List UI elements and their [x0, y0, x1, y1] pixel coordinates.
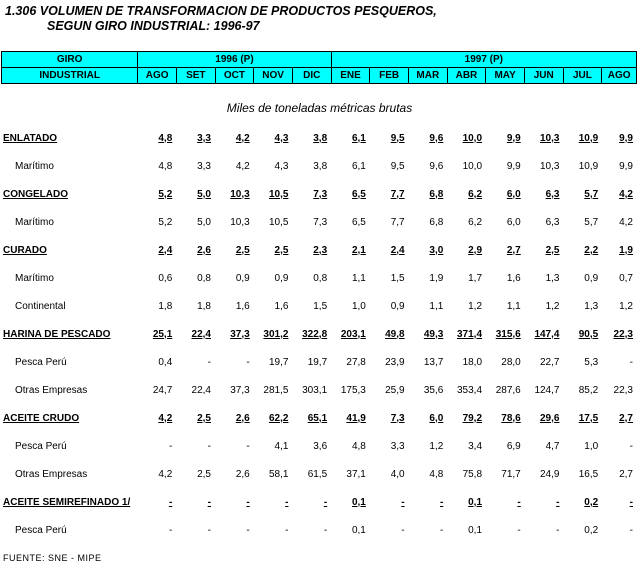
cell-value: 58,1 — [268, 468, 289, 480]
row-label: Marítimo — [15, 216, 54, 228]
cell-value: 71,7 — [501, 468, 521, 480]
cell-value: 0,7 — [619, 272, 633, 284]
cell-value: 9,5 — [390, 160, 405, 172]
cell-value: 1,3 — [584, 300, 599, 312]
table-row — [1, 208, 637, 236]
header-month: MAR — [408, 68, 447, 84]
header-month: NOV — [254, 68, 293, 84]
cell-value: - — [246, 356, 250, 368]
cell-value: 2,9 — [468, 244, 483, 256]
row-label: ENLATADO — [3, 132, 58, 144]
cell-value: 287,6 — [495, 384, 521, 396]
cell-value: 1,1 — [429, 300, 444, 312]
cell-value: - — [246, 496, 250, 508]
cell-value: 4,8 — [429, 468, 444, 480]
row-label: Pesca Perú — [15, 440, 67, 452]
table-row — [1, 488, 637, 516]
cell-value: 2,5 — [197, 468, 211, 480]
cell-value: 7,7 — [390, 216, 405, 228]
cell-value: 0,1 — [351, 496, 366, 508]
table-row — [1, 376, 637, 404]
cell-value: 4,8 — [351, 440, 366, 452]
cell-value: 4,2 — [158, 412, 173, 424]
cell-value: 10,5 — [268, 216, 289, 228]
cell-value: 2,7 — [619, 412, 633, 424]
cell-value: - — [207, 440, 211, 452]
row-label: Marítimo — [15, 272, 54, 284]
cell-value: 0,2 — [584, 496, 599, 508]
table-header — [1, 51, 637, 84]
header-month: MAY — [486, 68, 525, 84]
cell-value: - — [629, 440, 633, 452]
cell-value: 3,8 — [313, 160, 328, 172]
cell-value: 3,6 — [313, 440, 328, 452]
cell-value: 0,1 — [468, 496, 483, 508]
cell-value: 6,5 — [351, 216, 366, 228]
cell-value: 19,7 — [268, 356, 289, 368]
cell-value: 4,8 — [158, 132, 173, 144]
cell-value: 3,0 — [429, 244, 444, 256]
cell-value: 0,1 — [468, 524, 483, 536]
cell-value: - — [246, 524, 250, 536]
cell-value: 2,3 — [313, 244, 328, 256]
cell-value: 25,1 — [152, 328, 173, 340]
cell-value: 2,4 — [390, 244, 405, 256]
cell-value: 0,1 — [351, 524, 366, 536]
cell-value: 37,1 — [346, 468, 366, 480]
cell-value: 7,3 — [313, 188, 328, 200]
cell-value: - — [207, 496, 211, 508]
cell-value: 1,2 — [545, 300, 560, 312]
cell-value: 2,5 — [545, 244, 560, 256]
cell-value: 6,0 — [429, 412, 444, 424]
cell-value: 3,3 — [197, 160, 211, 172]
cell-value: 5,2 — [158, 216, 173, 228]
cell-value: 6,2 — [468, 188, 483, 200]
cell-value: 1,2 — [619, 300, 633, 312]
cell-value: 10,3 — [230, 216, 250, 228]
cell-value: 1,6 — [235, 300, 250, 312]
cell-value: 6,1 — [351, 160, 366, 172]
cell-value: 9,9 — [506, 132, 521, 144]
cell-value: 2,7 — [619, 468, 633, 480]
cell-value: 4,2 — [235, 160, 250, 172]
table-row — [1, 264, 637, 292]
table-row — [1, 152, 637, 180]
cell-value: 49,3 — [423, 328, 444, 340]
header-row-years — [2, 52, 637, 68]
cell-value: 3,3 — [390, 440, 405, 452]
cell-value: 13,7 — [423, 356, 444, 368]
cell-value: 5,0 — [197, 216, 211, 228]
cell-value: 4,8 — [158, 160, 173, 172]
cell-value: 22,7 — [540, 356, 560, 368]
cell-value: 7,7 — [390, 188, 405, 200]
table-row — [1, 348, 637, 376]
cell-value: 2,7 — [506, 244, 521, 256]
cell-value: 10,0 — [462, 160, 483, 172]
cell-value: 35,6 — [423, 384, 444, 396]
cell-value: 353,4 — [457, 384, 483, 396]
cell-value: - — [401, 496, 405, 508]
cell-value: 1,7 — [468, 272, 483, 284]
cell-value: 6,5 — [351, 188, 366, 200]
cell-value: 6,3 — [545, 188, 560, 200]
table-row — [1, 404, 637, 432]
header-giro-top: GIRO — [2, 52, 138, 68]
cell-value: 1,0 — [351, 300, 366, 312]
title-line-1: 1.306 VOLUMEN DE TRANSFORMACION DE PRODUCTOS PESQUEROS, — [5, 4, 437, 18]
cell-value: 19,7 — [307, 356, 328, 368]
header-month: JUL — [563, 68, 602, 84]
header-year-1997: 1997 (P) — [331, 52, 636, 68]
cell-value: - — [323, 496, 328, 508]
cell-value: - — [556, 524, 560, 536]
cell-value: 371,4 — [457, 328, 483, 340]
row-label: ACEITE CRUDO — [3, 412, 80, 424]
cell-value: - — [629, 356, 633, 368]
cell-value: 4,0 — [390, 468, 405, 480]
cell-value: - — [207, 356, 211, 368]
cell-value: 37,3 — [230, 328, 250, 340]
cell-value: 0,8 — [197, 272, 211, 284]
cell-value: 2,2 — [584, 244, 599, 256]
cell-value: 2,5 — [274, 244, 289, 256]
cell-value: 28,0 — [501, 356, 521, 368]
cell-value: 0,9 — [390, 300, 405, 312]
cell-value: 22,3 — [613, 328, 633, 340]
cell-value: 22,4 — [191, 328, 211, 340]
cell-value: 0,9 — [235, 272, 250, 284]
table-row — [1, 320, 637, 348]
cell-value: 7,3 — [390, 412, 405, 424]
header-month: SET — [176, 68, 215, 84]
cell-value: 62,2 — [268, 412, 289, 424]
cell-value: - — [207, 524, 211, 536]
cell-value: 5,7 — [584, 216, 599, 228]
units-caption: Miles de toneladas métricas brutas — [226, 101, 413, 115]
cell-value: - — [323, 524, 328, 536]
cell-value: 6,1 — [351, 132, 366, 144]
cell-value: 4,3 — [274, 160, 289, 172]
table-row — [1, 180, 637, 208]
cell-value: - — [556, 496, 560, 508]
cell-value: - — [517, 524, 521, 536]
cell-value: 90,5 — [578, 328, 599, 340]
table-row — [1, 236, 637, 264]
cell-value: 2,6 — [197, 244, 211, 256]
cell-value: 6,0 — [506, 188, 521, 200]
cell-value: 0,8 — [313, 272, 328, 284]
cell-value: 5,7 — [584, 188, 599, 200]
cell-value: 6,2 — [468, 216, 483, 228]
cell-value: 9,6 — [429, 132, 444, 144]
cell-value: - — [285, 496, 289, 508]
header-month: AGO — [138, 68, 177, 84]
cell-value: - — [168, 440, 173, 452]
cell-value: 5,2 — [158, 188, 173, 200]
cell-value: 25,9 — [385, 384, 405, 396]
cell-value: 6,0 — [506, 216, 521, 228]
header-month: OCT — [215, 68, 254, 84]
cell-value: 175,3 — [340, 384, 366, 396]
cell-value: 9,9 — [506, 160, 521, 172]
cell-value: 6,3 — [545, 216, 560, 228]
cell-value: 0,6 — [158, 272, 173, 284]
cell-value: 1,9 — [429, 272, 444, 284]
cell-value: 124,7 — [534, 384, 560, 396]
cell-value: 2,6 — [235, 412, 250, 424]
cell-value: 1,6 — [506, 272, 521, 284]
row-label: Otras Empresas — [15, 468, 88, 480]
cell-value: 3,8 — [313, 132, 328, 144]
cell-value: 281,5 — [263, 384, 289, 396]
source-note: FUENTE: SNE - MIPE — [3, 553, 102, 563]
cell-value: 5,0 — [197, 188, 211, 200]
header-row-months — [2, 68, 637, 84]
cell-value: 5,3 — [584, 356, 599, 368]
cell-value: 85,2 — [578, 384, 599, 396]
table-row — [1, 432, 637, 460]
table-row — [1, 516, 637, 544]
cell-value: 147,4 — [534, 328, 560, 340]
cell-value: 0,2 — [584, 524, 599, 536]
cell-value: 61,5 — [307, 468, 328, 480]
cell-value: - — [439, 524, 444, 536]
cell-value: 4,2 — [158, 468, 173, 480]
row-label: Marítimo — [15, 160, 54, 172]
cell-value: 37,3 — [230, 384, 250, 396]
cell-value: 1,5 — [313, 300, 328, 312]
cell-value: 6,8 — [429, 188, 444, 200]
cell-value: - — [517, 496, 521, 508]
cell-value: 75,8 — [462, 468, 483, 480]
cell-value: 1,1 — [351, 272, 366, 284]
header-month: JUN — [524, 68, 563, 84]
cell-value: 18,0 — [462, 356, 483, 368]
cell-value: - — [168, 524, 173, 536]
header-year-1996: 1996 (P) — [138, 52, 331, 68]
cell-value: 7,3 — [313, 216, 328, 228]
row-label: HARINA DE PESCADO — [3, 328, 111, 340]
row-label: Pesca Perú — [15, 524, 67, 536]
cell-value: 10,5 — [268, 188, 289, 200]
cell-value: 3,4 — [468, 440, 483, 452]
cell-value: 9,9 — [619, 160, 633, 172]
cell-value: 22,3 — [613, 384, 633, 396]
cell-value: 1,8 — [158, 300, 173, 312]
cell-value: 0,9 — [274, 272, 289, 284]
cell-value: - — [285, 524, 289, 536]
cell-value: 4,2 — [619, 188, 633, 200]
cell-value: 203,1 — [340, 328, 366, 340]
cell-value: - — [629, 496, 633, 508]
row-label: Pesca Perú — [15, 356, 67, 368]
row-label: CURADO — [3, 244, 47, 256]
cell-value: 315,6 — [495, 328, 521, 340]
table-row — [1, 460, 637, 488]
cell-value: 6,8 — [429, 216, 444, 228]
page-title — [5, 4, 437, 34]
cell-value: 322,8 — [302, 328, 328, 340]
data-table — [1, 124, 637, 544]
cell-value: 23,9 — [385, 356, 405, 368]
cell-value: 78,6 — [501, 412, 521, 424]
cell-value: 2,4 — [158, 244, 173, 256]
header-month: FEB — [370, 68, 409, 84]
cell-value: 1,1 — [506, 300, 521, 312]
cell-value: 1,9 — [619, 244, 633, 256]
row-label: Continental — [15, 300, 66, 312]
cell-value: 10,9 — [578, 132, 599, 144]
cell-value: 65,1 — [307, 412, 328, 424]
cell-value: 9,5 — [390, 132, 405, 144]
cell-value: - — [168, 496, 173, 508]
table-row — [1, 292, 637, 320]
cell-value: 4,7 — [545, 440, 560, 452]
cell-value: 9,6 — [429, 160, 444, 172]
cell-value: 10,3 — [540, 132, 560, 144]
cell-value: 10,9 — [578, 160, 599, 172]
cell-value: 4,2 — [619, 216, 633, 228]
cell-value: 1,0 — [584, 440, 599, 452]
cell-value: 301,2 — [263, 328, 289, 340]
cell-value: 1,2 — [429, 440, 444, 452]
row-label: ACEITE SEMIREFINADO 1/ — [3, 496, 131, 508]
cell-value: 0,9 — [584, 272, 599, 284]
title-line-2: SEGUN GIRO INDUSTRIAL: 1996-97 — [47, 19, 260, 33]
table-row — [1, 124, 637, 152]
cell-value: 17,5 — [578, 412, 599, 424]
cell-value: 41,9 — [346, 412, 366, 424]
header-month: ENE — [331, 68, 370, 84]
cell-value: 2,5 — [197, 412, 211, 424]
header-giro-bottom: INDUSTRIAL — [2, 68, 138, 84]
cell-value: 10,3 — [230, 188, 250, 200]
cell-value: 9,9 — [619, 132, 633, 144]
cell-value: 1,3 — [545, 272, 560, 284]
cell-value: 1,8 — [197, 300, 211, 312]
header-month: ABR — [447, 68, 486, 84]
cell-value: 10,0 — [462, 132, 483, 144]
cell-value: 1,6 — [274, 300, 289, 312]
row-label: CONGELADO — [3, 188, 68, 200]
cell-value: 49,8 — [385, 328, 405, 340]
cell-value: 303,1 — [302, 384, 328, 396]
cell-value: 16,5 — [578, 468, 599, 480]
row-label: Otras Empresas — [15, 384, 88, 396]
cell-value: 79,2 — [462, 412, 483, 424]
cell-value: 4,1 — [274, 440, 289, 452]
cell-value: 22,4 — [191, 384, 211, 396]
header-month: DIC — [292, 68, 331, 84]
cell-value: 27,8 — [346, 356, 366, 368]
cell-value: 24,9 — [540, 468, 560, 480]
cell-value: 6,9 — [506, 440, 521, 452]
cell-value: 2,6 — [235, 468, 250, 480]
cell-value: 2,5 — [235, 244, 250, 256]
cell-value: 29,6 — [540, 412, 560, 424]
cell-value: 3,3 — [197, 132, 211, 144]
cell-value: - — [246, 440, 250, 452]
cell-value: - — [629, 524, 633, 536]
cell-value: 1,2 — [468, 300, 483, 312]
cell-value: 0,4 — [158, 356, 173, 368]
cell-value: 24,7 — [152, 384, 173, 396]
cell-value: 2,1 — [351, 244, 366, 256]
cell-value: - — [439, 496, 444, 508]
cell-value: 4,2 — [235, 132, 250, 144]
cell-value: 4,3 — [274, 132, 289, 144]
cell-value: - — [401, 524, 405, 536]
header-month: AGO — [602, 68, 637, 84]
cell-value: 10,3 — [540, 160, 560, 172]
cell-value: 1,5 — [390, 272, 405, 284]
